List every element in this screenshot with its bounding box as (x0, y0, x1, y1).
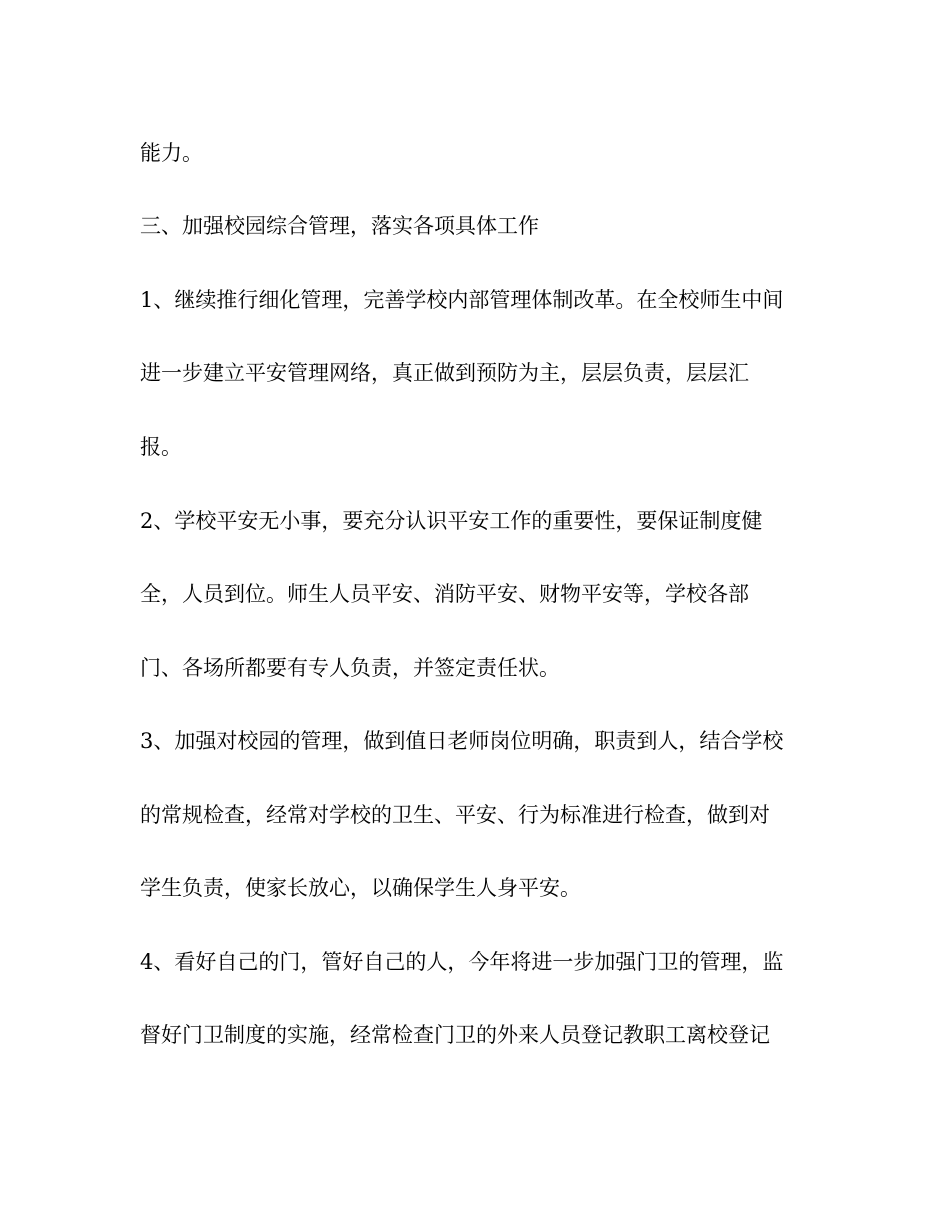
text-line: 门、各场所都要有专人负责，并签定责任状。 (140, 656, 560, 680)
text-line: 能力。 (140, 141, 203, 165)
text-line: 督好门卫制度的实施，经常检查门卫的外来人员登记教职工离校登记 (140, 1023, 770, 1047)
text-line: 1、继续推行细化管理，完善学校内部管理体制改革。在全校师生中间 (140, 288, 784, 312)
text-line: 2、学校平安无小事，要充分认识平安工作的重要性，要保证制度健 (140, 509, 763, 533)
section-heading: 三、加强校园综合管理，落实各项具体工作 (140, 214, 539, 238)
text-line: 报。 (140, 435, 182, 459)
text-line: 4、看好自己的门，管好自己的人，今年将进一步加强门卫的管理，监 (140, 950, 784, 974)
text-line: 全，人员到位。师生人员平安、消防平安、财物平安等，学校各部 (140, 582, 749, 606)
text-line: 学生负责，使家长放心，以确保学生人身平安。 (140, 876, 581, 900)
text-line: 3、加强对校园的管理，做到值日老师岗位明确，职责到人，结合学校 (140, 729, 784, 753)
text-line: 的常规检查，经常对学校的卫生、平安、行为标准进行检查，做到对 (140, 803, 770, 827)
text-line: 进一步建立平安管理网络，真正做到预防为主，层层负责，层层汇 (140, 361, 749, 385)
